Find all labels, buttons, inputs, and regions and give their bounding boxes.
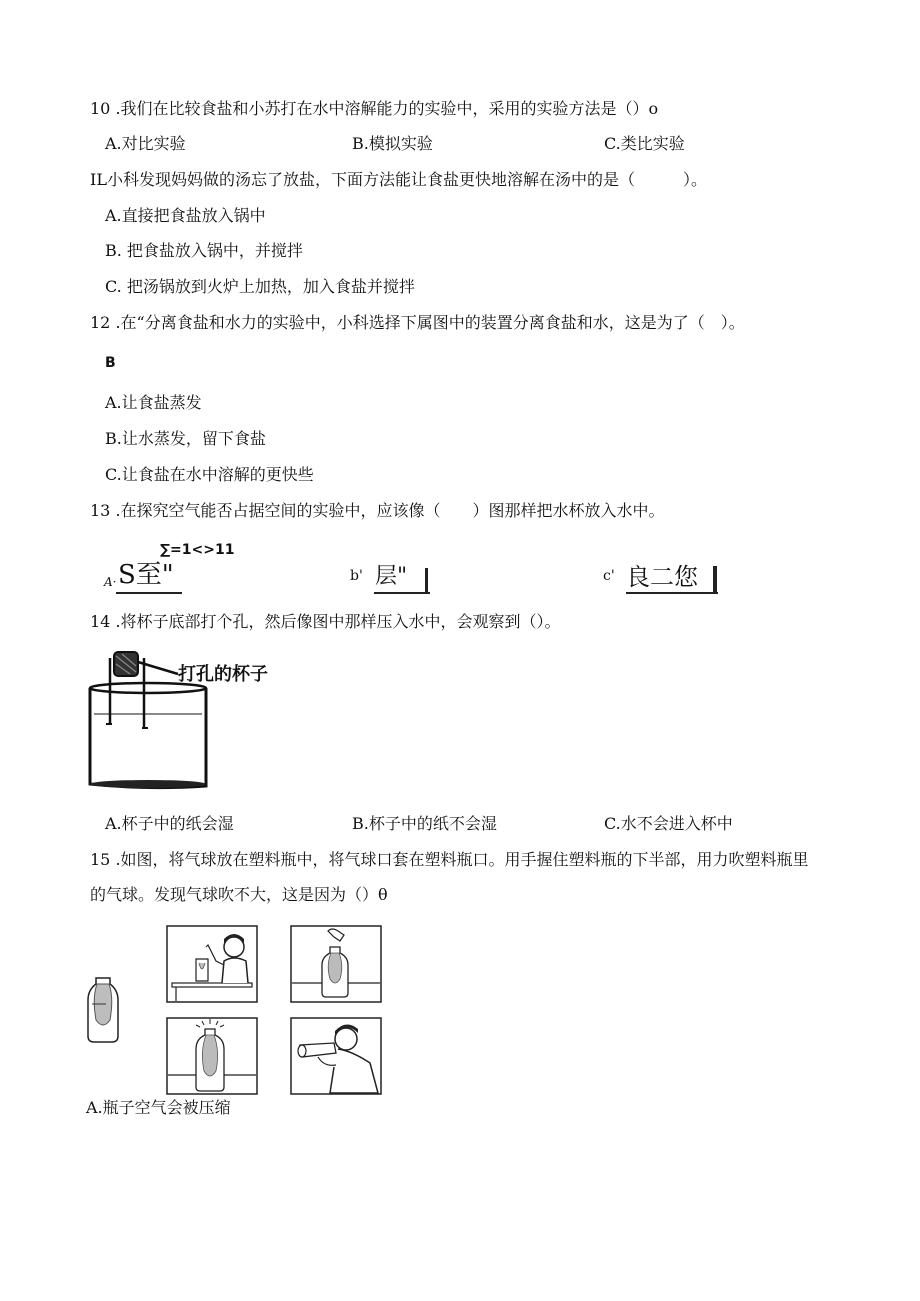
q15-panel-3-figure — [166, 1017, 258, 1095]
q14-option-b: B.杯子中的纸不会湿 — [352, 814, 497, 833]
q10-option-a: A.对比实验 — [105, 134, 186, 153]
q15-option-a: A.瓶子空气会被压缩 — [86, 1098, 231, 1117]
water-container-base — [90, 780, 206, 788]
q15-bottle-figure — [84, 974, 122, 1046]
q13-option-a-underline — [116, 592, 182, 594]
q14-option-c: C.水不会进入杯中 — [604, 814, 733, 833]
q14-stem: 14 .将杯子底部打个孔，然后像图中那样压入水中，会观察到（）。 — [90, 612, 561, 631]
q12-figure-label: B — [105, 355, 116, 371]
q15-stem-line-1: 15 .如图，将气球放在塑料瓶中，将气球口套在塑料瓶口。用手握住塑料瓶的下半部，用力吹塑料瓶里 — [90, 850, 809, 869]
q13-option-b-bar — [425, 568, 428, 593]
q13-option-a-figure-text: S至" — [118, 560, 174, 590]
q13-stem: 13 .在探究空气能否占据空间的实验中，应该像（ ）图那样把水杯放入水中。 — [90, 501, 665, 520]
q13-option-c-prefix: c' — [603, 568, 615, 584]
q14-option-a: A.杯子中的纸会湿 — [105, 814, 234, 833]
q11-option-b: B. 把食盐放入锅中，并搅拌 — [105, 241, 303, 260]
q15-panel-4-figure — [290, 1017, 382, 1095]
q10-stem: 10 .我们在比较食盐和小苏打在水中溶解能力的实验中，采用的实验方法是（）o — [90, 99, 659, 118]
q10-option-b: B.模拟实验 — [352, 134, 433, 153]
q13-option-b-prefix: b' — [350, 568, 363, 584]
q12-option-a: A.让食盐蒸发 — [105, 393, 202, 412]
water-container-outline — [90, 688, 206, 788]
q13-option-b-underline — [374, 592, 430, 594]
q12-stem: 12 .在“分离食盐和水力的实验中，小科选择下属图中的装置分离食盐和水，这是为了（ ）。 — [90, 313, 745, 332]
q13-option-a-prefix: A· — [104, 575, 117, 589]
q12-option-b: B.让水蒸发，留下食盐 — [105, 429, 266, 448]
q13-noise-text: ∑=1<>11 — [160, 542, 235, 558]
q13-option-c-underline — [626, 592, 718, 594]
q14-figure-label: 打孔的杯子 — [178, 664, 268, 685]
q15-panel-1-figure — [166, 925, 258, 1003]
q13-option-c-figure-text: 良二您 — [626, 563, 698, 591]
q13-option-b-figure-text: 层" — [375, 564, 408, 589]
q13-option-c-bar — [713, 566, 717, 593]
q11-option-c: C. 把汤锅放到火炉上加热，加入食盐并搅拌 — [105, 277, 415, 296]
q11-option-a: A.直接把食盐放入锅中 — [105, 206, 266, 225]
q10-option-c: C.类比实验 — [604, 134, 685, 153]
q11-stem: IL小科发现妈妈做的汤忘了放盐，下面方法能让食盐更快地溶解在汤中的是（ ）。 — [90, 170, 707, 189]
q15-stem-line-2: 的气球。发现气球吹不大，这是因为（）θ — [90, 885, 388, 904]
q15-panel-2-figure — [290, 925, 382, 1003]
q12-option-c: C.让食盐在水中溶解的更快些 — [105, 465, 314, 484]
